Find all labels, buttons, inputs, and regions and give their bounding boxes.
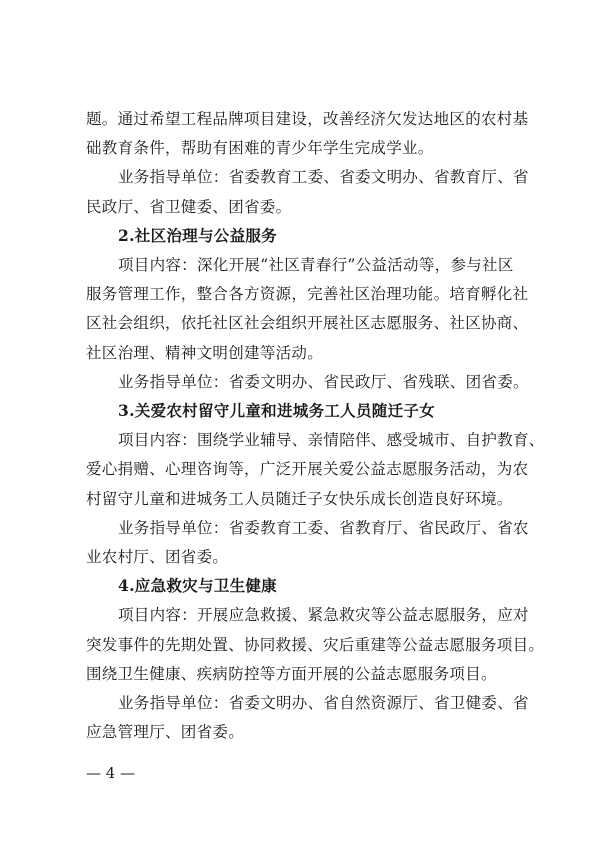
body-text-line: 社区治理、精神文明创建等活动。 [86, 343, 324, 362]
body-text-line: 业农村厅、团省委。 [86, 548, 229, 566]
body-text-line: 突发事件的先期处置、协同救援、灾后重建等公益志愿服务项目。 [86, 635, 545, 654]
body-text-line: 项目内容：围绕学业辅导、亲情陪伴、感受城市、自护教育、 [118, 431, 545, 450]
body-text-line: 民政厅、省卫健委、团省委。 [86, 197, 292, 216]
page-number: — 4 — [86, 764, 136, 783]
body-text-line: 业务指导单位：省委教育工委、省教育厅、省民政厅、省农 [118, 518, 529, 537]
section-heading: 2.社区治理与公益服务 [118, 225, 277, 245]
body-text-line: 应急管理厅、团省委。 [86, 723, 245, 742]
body-text-line: 区社会组织，依托社区社会组织开展社区志愿服务、社区协商、 [86, 314, 529, 333]
body-text-line: 项目内容：深化开展“社区青春行”公益活动等，参与社区 [118, 256, 514, 274]
body-text-line: 业务指导单位：省委文明办、省民政厅、省残联、团省委。 [118, 372, 529, 391]
section-heading: 4.应急救灾与卫生健康 [118, 576, 277, 596]
body-text-line: 业务指导单位：省委文明办、省自然资源厅、省卫健委、省 [118, 694, 529, 712]
body-text-line: 村留守儿童和进城务工人员随迁子女快乐成长创造良好环境。 [86, 489, 513, 508]
body-text-line: 服务管理工作，整合各方资源，完善社区治理功能。培育孵化社 [86, 285, 529, 304]
body-text-line: 项目内容：开展应急救援、紧急救灾等公益志愿服务，应对 [118, 606, 529, 625]
section-heading: 3.关爱农村留守儿童和进城务工人员随迁子女 [118, 401, 435, 420]
body-text-line: 题。通过希望工程品牌项目建设，改善经济欠发达地区的农村基 [86, 110, 529, 128]
body-text-line: 围绕卫生健康、疾病防控等方面开展的公益志愿服务项目。 [86, 664, 497, 683]
body-text-line: 础教育条件，帮助有困难的青少年学生完成学业。 [86, 139, 434, 158]
body-text-line: 爱心捐赠、心理咨询等，广泛开展关爱公益志愿服务活动，为农 [86, 460, 529, 479]
body-text-line: 业务指导单位：省委教育工委、省委文明办、省教育厅、省 [118, 168, 529, 187]
